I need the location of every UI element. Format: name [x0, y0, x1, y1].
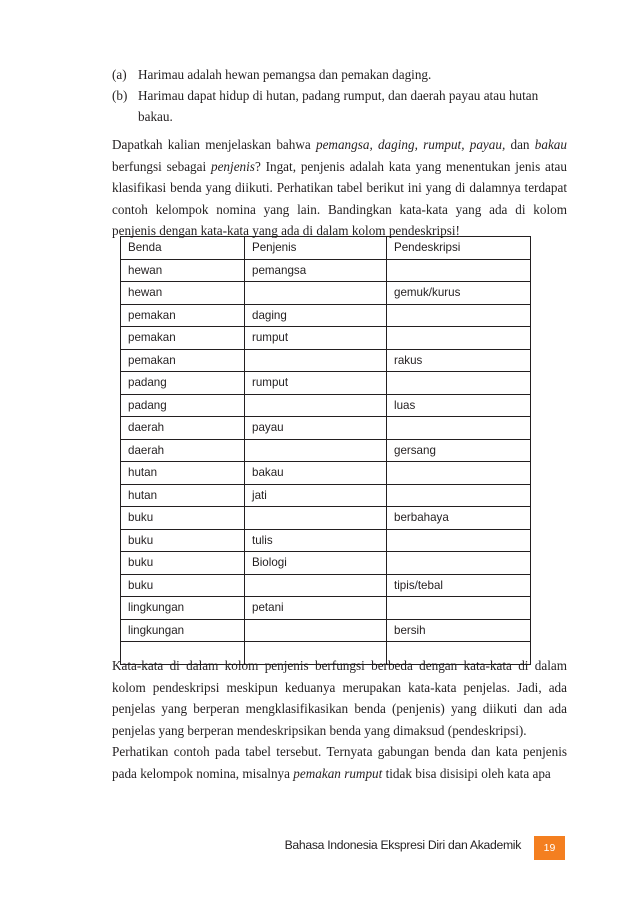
- table-row: [121, 484, 531, 507]
- cell-benda: lingkungan: [121, 619, 245, 642]
- table-row: [121, 439, 531, 462]
- cell-penjenis: pemangsa: [245, 259, 387, 282]
- cell-pendeskripsi: [387, 462, 531, 485]
- table-row: [121, 552, 531, 575]
- cell-benda: buku: [121, 574, 245, 597]
- table-body: [121, 259, 531, 664]
- list-marker: (b): [112, 88, 128, 103]
- table-row: [121, 619, 531, 642]
- book-title-footer: Bahasa Indonesia Ekspresi Diri dan Akademik: [284, 838, 521, 852]
- cell-penjenis: rumput: [245, 327, 387, 350]
- cell-benda: buku: [121, 552, 245, 575]
- list-item: [112, 64, 567, 85]
- cell-penjenis: [245, 439, 387, 462]
- cell-penjenis: Biologi: [245, 552, 387, 575]
- cell-penjenis: bakau: [245, 462, 387, 485]
- cell-penjenis: [245, 619, 387, 642]
- table-row: [121, 529, 531, 552]
- cell-pendeskripsi: bersih: [387, 619, 531, 642]
- table-row: [121, 507, 531, 530]
- cell-penjenis: rumput: [245, 372, 387, 395]
- table-row: [121, 327, 531, 350]
- cell-benda: lingkungan: [121, 597, 245, 620]
- cell-pendeskripsi: [387, 327, 531, 350]
- cell-benda: daerah: [121, 439, 245, 462]
- cell-penjenis: payau: [245, 417, 387, 440]
- cell-benda: buku: [121, 529, 245, 552]
- cell-benda: hewan: [121, 259, 245, 282]
- cell-pendeskripsi: berbahaya: [387, 507, 531, 530]
- table-row: [121, 597, 531, 620]
- explanation-paragraph: Kata-kata di dalam kolom penjenis berfungsi berbeda dengan kata-kata di dalam kolom pendeskripsi meskipun keduanya merupakan kata-kata penjelas. Jadi, ada penjelas yang berperan mengklasifikasikan benda (penjenis) yang diikuti dan ada penjelas yang berperan mendeskripsikan benda yang dimaksud (pendeskripsi).: [112, 658, 567, 738]
- table-row: [121, 349, 531, 372]
- cell-benda: hutan: [121, 462, 245, 485]
- cell-pendeskripsi: [387, 304, 531, 327]
- cell-penjenis: [245, 349, 387, 372]
- cell-penjenis: [245, 394, 387, 417]
- table-row: [121, 372, 531, 395]
- cell-pendeskripsi: [387, 259, 531, 282]
- cell-pendeskripsi: rakus: [387, 349, 531, 372]
- list-item: [112, 85, 567, 127]
- header-penjenis: Penjenis: [245, 237, 387, 260]
- page-number-badge: 19: [534, 836, 565, 860]
- cell-benda: hutan: [121, 484, 245, 507]
- header-pendeskripsi: Pendeskripsi: [387, 237, 531, 260]
- cell-pendeskripsi: gemuk/kurus: [387, 282, 531, 305]
- cell-penjenis: petani: [245, 597, 387, 620]
- cell-pendeskripsi: [387, 529, 531, 552]
- cell-benda: padang: [121, 372, 245, 395]
- cell-benda: hewan: [121, 282, 245, 305]
- table-row: [121, 259, 531, 282]
- cell-penjenis: daging: [245, 304, 387, 327]
- cell-pendeskripsi: [387, 552, 531, 575]
- cell-pendeskripsi: [387, 372, 531, 395]
- cell-penjenis: jati: [245, 484, 387, 507]
- list-marker: (a): [112, 67, 127, 82]
- cell-benda: pemakan: [121, 327, 245, 350]
- cell-benda: buku: [121, 507, 245, 530]
- cell-pendeskripsi: [387, 417, 531, 440]
- cell-benda: pemakan: [121, 304, 245, 327]
- table-row: [121, 417, 531, 440]
- header-benda: Benda: [121, 237, 245, 260]
- table-header-row: [121, 237, 531, 260]
- table-row: [121, 462, 531, 485]
- cell-pendeskripsi: [387, 597, 531, 620]
- cell-penjenis: [245, 507, 387, 530]
- cell-pendeskripsi: [387, 484, 531, 507]
- list-item-text: Harimau adalah hewan pemangsa dan pemakan daging.: [138, 67, 432, 82]
- cell-pendeskripsi: tipis/tebal: [387, 574, 531, 597]
- table-row: [121, 574, 531, 597]
- table-row: [121, 394, 531, 417]
- cell-penjenis: [245, 574, 387, 597]
- cell-benda: padang: [121, 394, 245, 417]
- noun-group-table: [120, 236, 531, 665]
- intro-paragraph: Dapatkah kalian menjelaskan bahwa pemangsa, daging, rumput, payau, dan bakau berfungsi sebagai penjenis? Ingat, penjenis adalah kata yang menentukan jenis atau klasifikasi benda yang diikuti. Perhatikan tabel berikut ini yang di dalamnya terdapat contoh kelompok nomina yang lain. Bandingkan kata-kata yang ada di kolom penjenis dengan kata-kata yang ada di dalam kolom pendeskripsi!: [112, 137, 567, 238]
- cell-penjenis: tulis: [245, 529, 387, 552]
- cell-pendeskripsi: luas: [387, 394, 531, 417]
- cell-benda: pemakan: [121, 349, 245, 372]
- table-row: [121, 282, 531, 305]
- cell-pendeskripsi: gersang: [387, 439, 531, 462]
- list-item-text: Harimau dapat hidup di hutan, padang rumput, dan daerah payau atau hutan bakau.: [138, 88, 539, 124]
- cell-penjenis: [245, 282, 387, 305]
- cell-benda: daerah: [121, 417, 245, 440]
- example-list: [112, 64, 567, 127]
- example-paragraph: Perhatikan contoh pada tabel tersebut. Ternyata gabungan benda dan kata penjenis pada kelompok nomina, misalnya pemakan rumput tidak bisa disisipi oleh kata apa: [112, 744, 567, 781]
- table-row: [121, 304, 531, 327]
